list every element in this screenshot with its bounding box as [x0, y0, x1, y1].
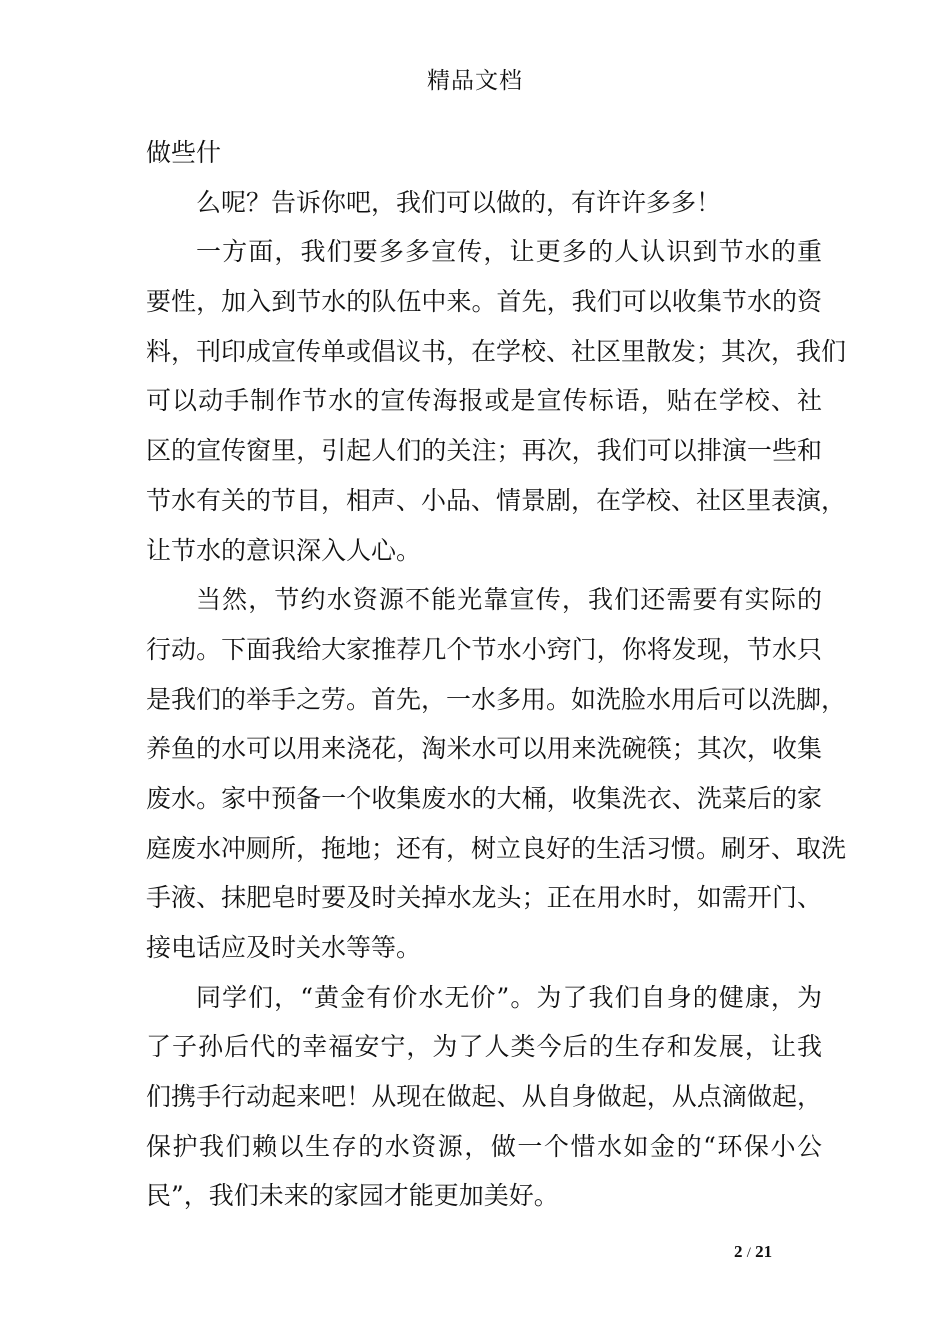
page-number — [734, 1242, 772, 1262]
text-line: 废水。家中预备一个收集废水的大桶，收集洗衣、洗菜后的家 — [146, 783, 822, 813]
text-line: 了子孙后代的幸福安宁，为了人类今后的生存和发展，让我 — [146, 1032, 822, 1062]
text-line: 节水有关的节目，相声、小品、情景剧，在学校、社区里表演， — [146, 485, 847, 515]
current-page-number: 2 — [734, 1242, 743, 1261]
text-line: 们携手行动起来吧！从现在做起、从自身做起，从点滴做起， — [146, 1082, 822, 1112]
paragraph-last-line: 让节水的意识深入人心。 — [146, 535, 422, 565]
text-line: 要性，加入到节水的队伍中来。首先，我们可以收集节水的资 — [146, 287, 822, 317]
total-page-count: 21 — [755, 1242, 773, 1261]
text-line: 可以动手制作节水的宣传海报或是宣传标语，贴在学校、社 — [146, 386, 822, 416]
text-line: 料，刊印成宣传单或倡议书，在学校、社区里散发；其次，我们 — [146, 336, 847, 366]
text-line: 是我们的举手之劳。首先，一水多用。如洗脸水用后可以洗脚， — [146, 684, 847, 714]
text-line: 保护我们赖以生存的水资源，做一个惜水如金的“环保小公 — [146, 1131, 822, 1161]
page-header-title: 精品文档 — [427, 68, 523, 94]
paragraph-first-line: 一方面，我们要多多宣传，让更多的人认识到节水的重 — [196, 237, 822, 267]
text-line: 手液、抹肥皂时要及时关掉水龙头；正在用水时，如需开门、 — [146, 883, 822, 913]
paragraph-last-line: 接电话应及时关水等等。 — [146, 933, 422, 962]
document-body — [146, 128, 847, 1221]
text-line: 庭废水冲厕所，拖地；还有，树立良好的生活习惯。刷牙、取洗 — [146, 833, 847, 863]
text-line: 养鱼的水可以用来浇花，淘米水可以用来洗碗筷；其次，收集 — [146, 734, 822, 764]
page-number-separator: / — [746, 1245, 751, 1261]
paragraph-first-line: 当然，节约水资源不能光靠宣传，我们还需要有实际的 — [196, 585, 822, 615]
paragraph-last-line: 民”，我们未来的家园才能更加美好。 — [146, 1181, 559, 1211]
text-line: 区的宣传窗里，引起人们的关注；再次，我们可以排演一些和 — [146, 436, 822, 466]
paragraph-first-line: 同学们，“黄金有价水无价”。为了我们自身的健康，为 — [196, 982, 822, 1012]
text-line: 么呢？告诉你吧，我们可以做的，有许许多多！ — [196, 187, 722, 217]
text-line: 行动。下面我给大家推荐几个节水小窍门，你将发现，节水只 — [146, 634, 822, 664]
text-line: 做些什 — [146, 138, 222, 167]
